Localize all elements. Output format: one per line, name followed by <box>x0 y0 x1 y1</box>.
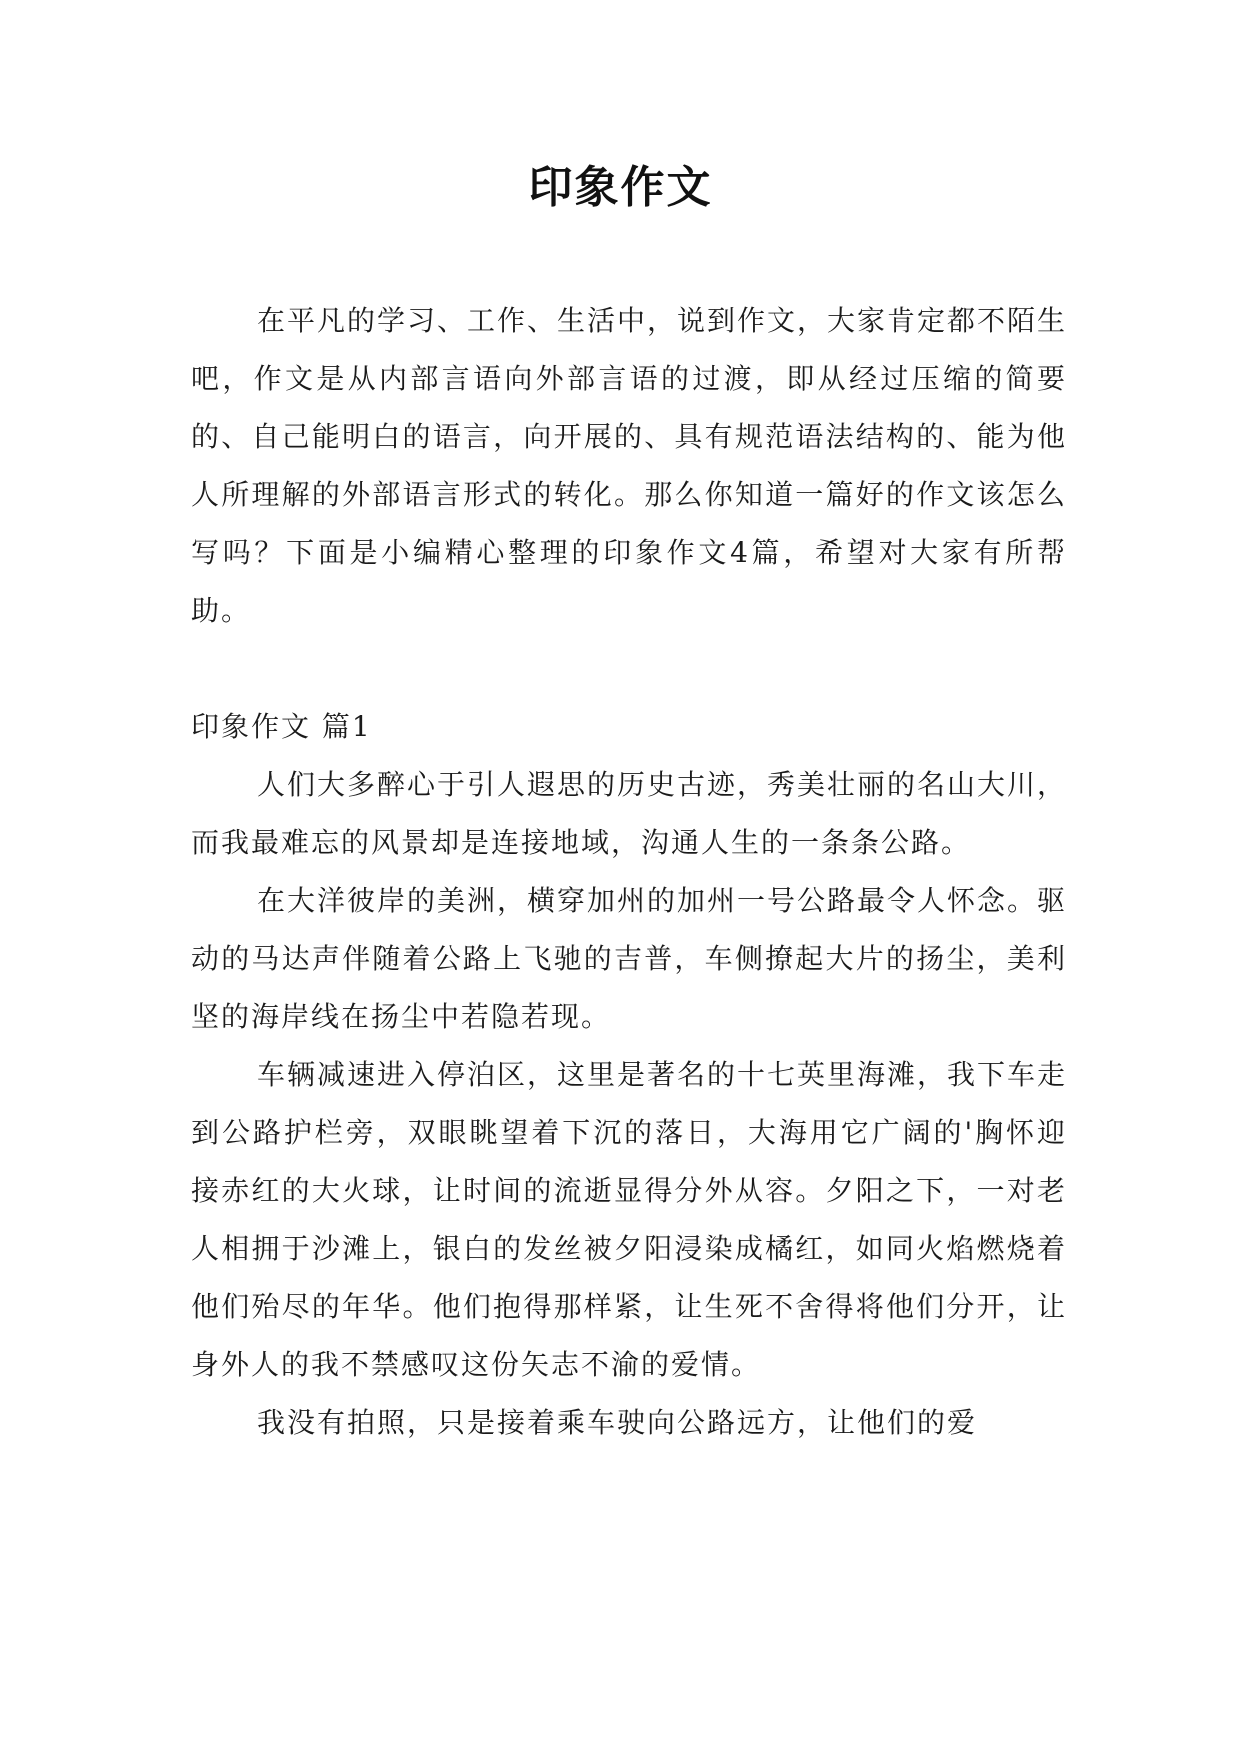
intro-paragraph: 在平凡的学习、工作、生活中，说到作文，大家肯定都不陌生吧，作文是从内部言语向外部言语的过渡，即从经过压缩的简要的、自己能明白的语言，向开展的、具有规范语法结构的、能为他人所理解的外部语言形式的转化。那么你知道一篇好的作文该怎么写吗？下面是小编精心整理的印象作文4篇，希望对大家有所帮助。 <box>191 304 1068 627</box>
body-paragraph-3: 车辆减速进入停泊区，这里是著名的十七英里海滩，我下车走到公路护栏旁，双眼眺望着下沉的落日，大海用它广阔的'胸怀迎接赤红的大火球，让时间的流逝显得分外从容。夕阳之下，一对老人相拥于沙滩上，银白的发丝被夕阳浸染成橘红，如同火焰燃烧着他们殆尽的年华。他们抱得那样紧，让生死不舍得将他们分开，让身外人的我不禁感叹这份矢志不渝的爱情。 <box>191 1058 1068 1381</box>
document-body <box>191 292 1067 1452</box>
body-paragraph-2: 在大洋彼岸的美洲，横穿加州的加州一号公路最令人怀念。驱动的马达声伴随着公路上飞驰的吉普，车侧撩起大片的扬尘，美利坚的海岸线在扬尘中若隐若现。 <box>191 884 1068 1033</box>
document-title: 印象作文 <box>528 162 713 213</box>
section-heading: 印象作文 篇1 <box>191 710 372 743</box>
body-paragraph-4: 我没有拍照，只是接着乘车驶向公路远方，让他们的爱 <box>257 1406 978 1439</box>
body-paragraph-1: 人们大多醉心于引人遐思的历史古迹，秀美壮丽的名山大川，而我最难忘的风景却是连接地域，沟通人生的一条条公路。 <box>191 768 1068 859</box>
